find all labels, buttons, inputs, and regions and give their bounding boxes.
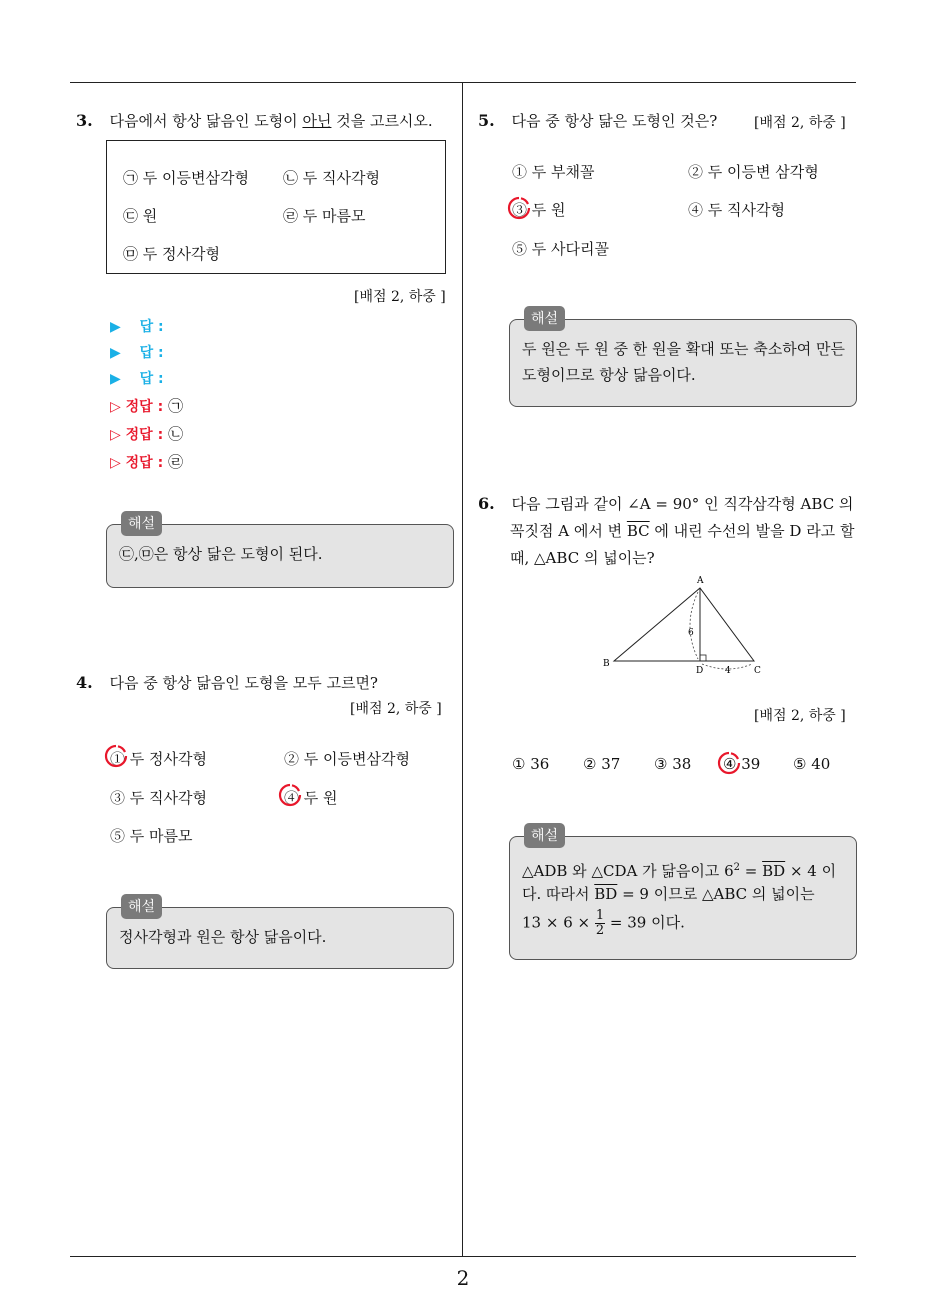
column-divider: [462, 82, 463, 1256]
q4-correct-circle-4: [278, 783, 302, 807]
q6-option-1: ① 36: [512, 755, 550, 773]
q4-option-2: ② 두 이등변삼각형: [284, 750, 410, 768]
q5-explanation-line-1: 두 원은 두 원 중 한 원을 확대 또는 축소하여 만든: [522, 340, 845, 358]
outline-arrow-icon: ▷: [110, 399, 121, 415]
q3-correct-value-2: ㉡: [168, 425, 184, 443]
q6-exp3-b: = 39 이다.: [605, 913, 685, 932]
q6-option-4: ④ 39: [723, 755, 761, 773]
q6-explanation-line-1: [522, 855, 846, 884]
q5-explanation-tab: 해설: [524, 306, 565, 331]
q3-choice-box: [106, 140, 446, 274]
q3-correct-label-1: 정답 :: [125, 399, 164, 415]
q6-stem: [478, 490, 854, 572]
q6-label-a: A: [697, 576, 704, 586]
q4-option-5: ⑤ 두 마름모: [110, 827, 193, 845]
q3-text-post: 것을 고르시오.: [331, 112, 433, 130]
q6-exp2-b: = 9 이므로 △ABC 의 넓이는: [617, 885, 815, 903]
q6-option-2: ② 37: [583, 755, 621, 773]
q4-option-3: ③ 두 직사각형: [110, 789, 207, 807]
top-rule: [70, 82, 856, 83]
q3-correct-label-3: 정답 :: [125, 455, 164, 471]
q4-explanation-text: 정사각형과 원은 항상 닮음이다.: [119, 928, 327, 946]
bottom-rule: [70, 1256, 856, 1257]
q4-option-1: ① 두 정사각형: [110, 750, 207, 768]
q6-option-5: ⑤ 40: [793, 755, 831, 773]
q3-explanation-tab: 해설: [121, 511, 162, 536]
q4-number: 4.: [76, 673, 93, 692]
q6-line-3: [478, 545, 854, 572]
q6-exp1-c: × 4 이: [785, 862, 837, 880]
play-arrow-icon: ▶: [110, 371, 121, 387]
q6-number: 6.: [478, 494, 495, 513]
q6-line-1-text: 다음 그림과 같이 ∠A = 90° 인 직각삼각형 ABC 의: [511, 495, 854, 513]
q4-explanation-tab: 해설: [121, 894, 162, 919]
play-arrow-icon: ▶: [110, 319, 121, 335]
q3-explanation-box: [106, 516, 454, 588]
q6-explanation-tab: 해설: [524, 823, 565, 848]
q6-exp1-bd: $\overline{BD}$: [762, 862, 786, 880]
q6-exp3-a: 13 × 6 ×: [522, 913, 595, 932]
q6-label-six: 6: [688, 628, 694, 638]
q6-triangle-figure: [598, 572, 768, 678]
q6-fraction-numerator: 1: [595, 908, 605, 923]
q6-label-d: D: [696, 666, 704, 676]
q4-text: 다음 중 항상 닮음인 도형을 모두 고르면?: [109, 674, 378, 692]
q3-answer-label-2: 답 :: [139, 345, 164, 361]
q4-stem: [76, 672, 378, 693]
q3-number: 3.: [76, 111, 93, 130]
q6-option-3: ③ 38: [654, 755, 692, 773]
q6-exp1-b: =: [740, 862, 763, 880]
q5-option-1: ① 두 부채꼴: [512, 163, 595, 181]
q5-option-3: ③ 두 원: [512, 201, 566, 219]
q6-label-four: 4: [725, 666, 731, 676]
q3-option-3: ㉢ 원: [123, 207, 158, 225]
q5-option-4: ④ 두 직사각형: [688, 201, 785, 219]
q3-answer-2: [110, 342, 164, 362]
q6-fraction: [595, 909, 605, 938]
outline-arrow-icon: ▷: [110, 427, 121, 443]
q6-segment-bc: $\overline{BC}$: [626, 522, 650, 540]
q6-explanation-box: [509, 828, 857, 960]
q3-correct-label-2: 정답 :: [125, 427, 164, 443]
q4-correct-circle-1: [104, 744, 128, 768]
q6-meta: [배점 2, 하중 ]: [754, 708, 846, 724]
q4-meta: [배점 2, 하중 ]: [350, 701, 442, 717]
q6-label-c: C: [754, 666, 761, 676]
q5-correct-circle-3: [507, 196, 531, 220]
q3-correct-3: [110, 451, 183, 472]
q5-option-5: ⑤ 두 사다리꼴: [512, 240, 609, 258]
q3-correct-2: [110, 423, 183, 444]
q6-exp2-a: 다. 따라서: [522, 885, 595, 903]
q5-option-2: ② 두 이등변 삼각형: [688, 163, 819, 181]
q3-meta: [배점 2, 하중 ]: [354, 289, 446, 305]
q3-text-underlined: 아닌: [302, 112, 332, 130]
q5-meta: [배점 2, 하중 ]: [754, 115, 846, 131]
q4-explanation-box: [106, 899, 454, 969]
outline-arrow-icon: ▷: [110, 455, 121, 471]
q6-correct-circle-4: [717, 751, 741, 775]
q6-exp1-sup: 2: [733, 862, 740, 873]
q5-explanation-box: [509, 311, 857, 407]
q6-exp1-a: △ADB 와 △CDA 가 닮음이고 6: [522, 862, 734, 880]
q6-explanation-line-3: [522, 909, 846, 938]
q5-explanation-line-2: 도형이므로 항상 닮음이다.: [522, 366, 696, 384]
q3-text-pre: 다음에서 항상 닮음인 도형이: [109, 112, 303, 130]
q3-answer-1: [110, 316, 164, 336]
q6-line-2-text-b: 에 내린 수선의 발을 D 라고 할: [649, 522, 855, 540]
q4-option-4: ④ 두 원: [284, 789, 338, 807]
q3-option-4: ㉣ 두 마름모: [283, 207, 366, 225]
q3-answer-label-3: 답 :: [139, 371, 164, 387]
q3-correct-value-3: ㉣: [168, 453, 184, 471]
q6-label-b: B: [603, 659, 610, 669]
q3-stem: [76, 110, 433, 131]
q6-line-3-text: 때, △ABC 의 넓이는?: [510, 549, 655, 567]
q6-explanation-line-2: [522, 881, 846, 907]
q3-option-2: ㉡ 두 직사각형: [283, 169, 380, 187]
q6-line-2: [478, 518, 854, 545]
q3-explanation-text: ㉢,㉤은 항상 닮은 도형이 된다.: [119, 545, 323, 563]
q6-exp2-bd: $\overline{BD}$: [594, 885, 618, 903]
q5-number: 5.: [478, 111, 495, 130]
q3-correct-value-1: ㉠: [168, 397, 184, 415]
q3-answer-label-1: 답 :: [139, 319, 164, 335]
q3-correct-1: [110, 395, 183, 416]
q5-text: 다음 중 항상 닮은 도형인 것은?: [511, 112, 718, 130]
q6-line-1: [478, 490, 854, 518]
q3-answer-3: [110, 368, 164, 388]
play-arrow-icon: ▶: [110, 345, 121, 361]
q6-line-2-text-a: 꼭짓점 A 에서 변: [510, 522, 627, 540]
q6-fraction-denominator: 2: [595, 923, 605, 938]
q5-stem: [478, 110, 717, 131]
q3-option-5: ㉤ 두 정사각형: [123, 245, 220, 263]
q3-option-1: ㉠ 두 이등변삼각형: [123, 169, 249, 187]
page-number: 2: [456, 1266, 470, 1290]
